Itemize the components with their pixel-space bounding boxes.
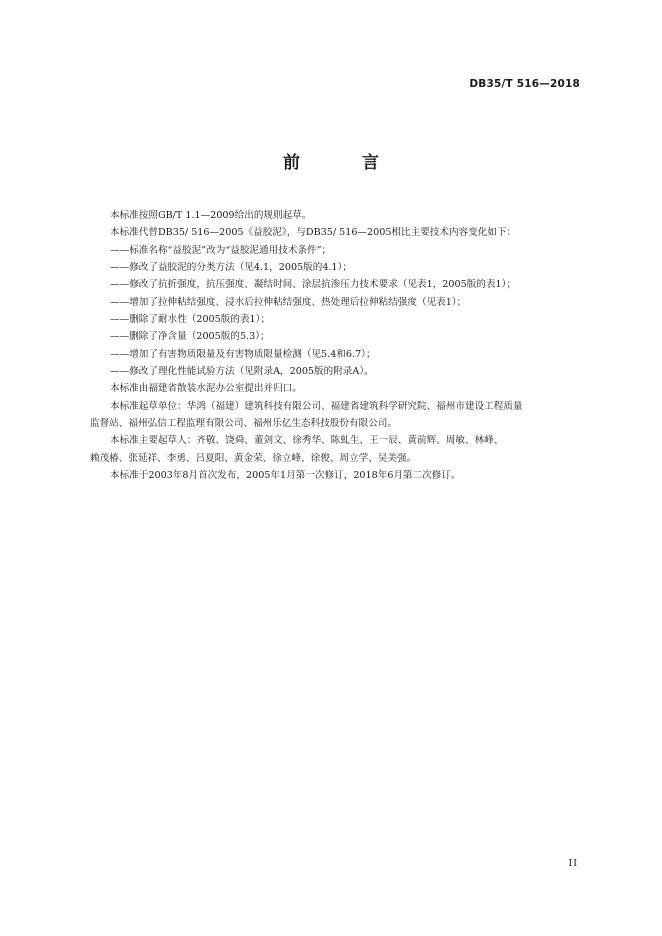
change-item-name: ——标准名称“益胶泥”改为“益胶泥通用技术条件”；	[110, 244, 332, 256]
change-item-net-content: ——删除了净含量（2005版的5.3）；	[110, 331, 270, 343]
change-item-hazardous: ——增加了有害物质限量及有害物质限量检测（见5.4和6.7）；	[110, 348, 376, 360]
change-item-bond-strength: ——增加了拉伸粘结强度、浸水后拉伸粘结强度、热处理后拉伸粘结强度（见表1）；	[110, 296, 467, 308]
paragraph-drafting-units	[90, 398, 585, 433]
foreword-body	[90, 207, 585, 485]
paragraph-drafters	[90, 432, 585, 467]
change-item-classification: ——修改了益胶泥的分类方法（见4.1，2005版的4.1）；	[110, 262, 353, 274]
drafting-units-line-1: 本标准起草单位：华鸿（福建）建筑科技有限公司、福建省建筑科学研究院、福州市建设工程质量	[110, 400, 523, 412]
change-item-test-method: ——修改了理化性能试验方法（见附录A，2005版的附录A）。	[110, 366, 374, 378]
paragraph-history: 本标准于2003年8月首次发布，2005年1月第一次修订，2018年6月第二次修订。	[110, 470, 461, 482]
paragraph-replaces: 本标准代替DB35/ 516—2005《益胶泥》，与DB35/ 516—2005相比主要技术内容变化如下：	[110, 227, 517, 239]
change-item-strength: ——修改了抗折强度，抗压强度、凝结时间、涂层抗渗压力技术要求（见表1，2005版的表1）；	[110, 279, 516, 291]
change-item-water-resistance: ——删除了耐水性（2005版的表1）；	[110, 314, 271, 326]
paragraph-proposer: 本标准由福建省散装水泥办公室提出并归口。	[110, 383, 302, 395]
drafting-units-line-2: 监督站、福州弘信工程监理有限公司、福州乐亿生态科技股份有限公司。	[90, 418, 397, 430]
paragraph-drafting-rules: 本标准按照GB/T 1.1—2009给出的规则起草。	[110, 210, 312, 221]
drafters-line-1: 本标准主要起草人：齐敬、饶舜、董剑文、徐秀华、陈虬生、王一辰、黄前辉、周敏、林峰、	[110, 435, 504, 447]
page-number: II	[568, 858, 578, 869]
standard-code: DB35/T 516—2018	[469, 78, 580, 90]
page-title: 前 言	[283, 153, 407, 173]
drafters-line-2: 赖茂椿、张延祥、李勇、吕夏阳、黄金荣、徐立峰、徐俊、周立学、吴美强。	[90, 452, 417, 464]
